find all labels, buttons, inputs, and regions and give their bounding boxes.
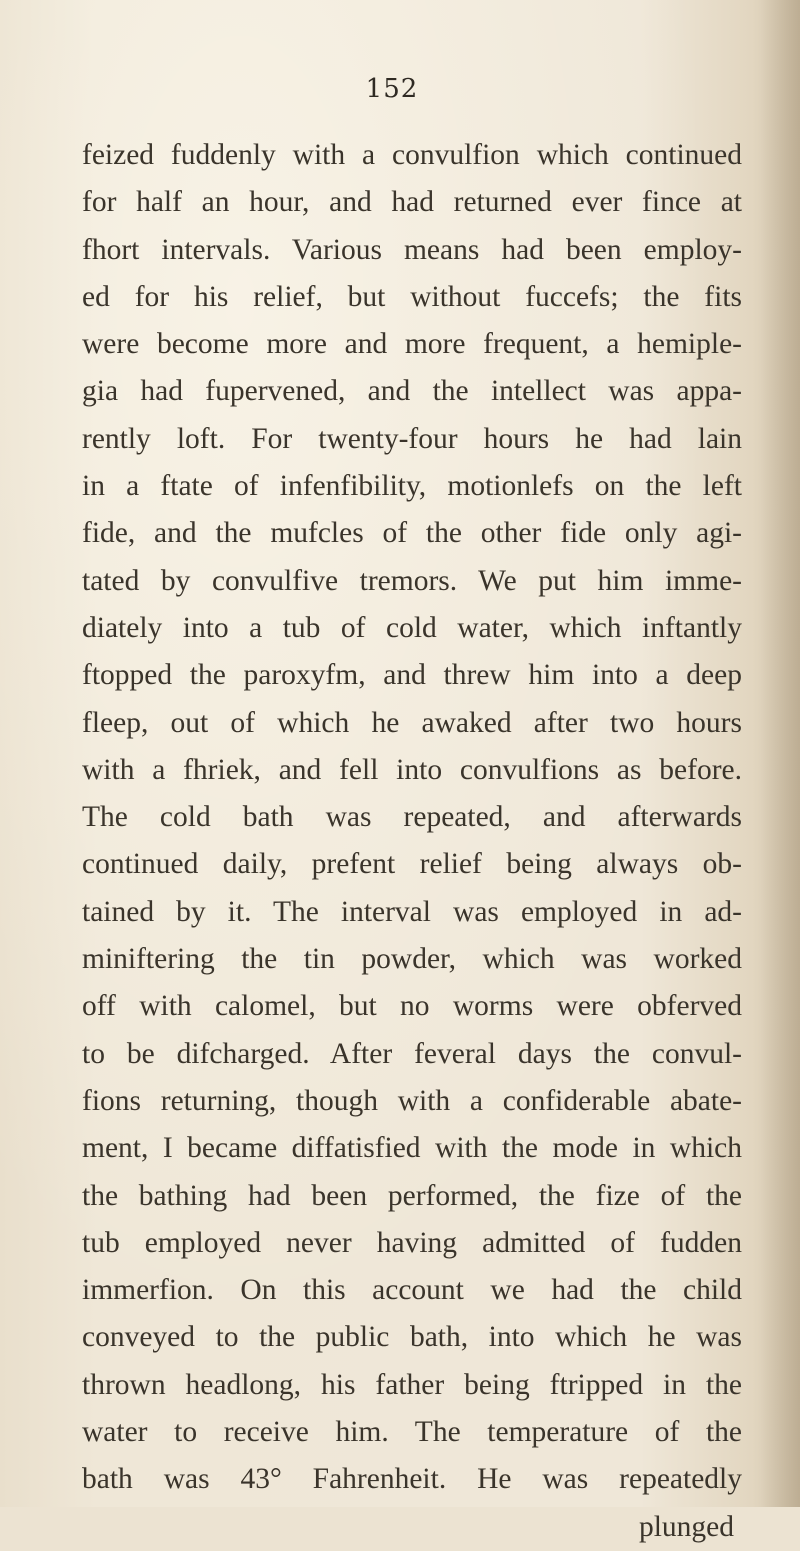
text-line: miniftering the tin powder, which was worked bbox=[82, 943, 742, 976]
page-number: 152 bbox=[365, 74, 419, 104]
text-line: feized fuddenly with a convulfion which continued bbox=[82, 139, 742, 171]
text-line: gia had fupervened, and the intellect was appa- bbox=[82, 375, 742, 408]
text-line: ed for his relief, but without fuccefs; the fits bbox=[82, 280, 742, 313]
text-line: in a ftate of infenfibility, motionlefs on the left bbox=[82, 470, 742, 503]
text-line: bath was 43° Fahrenheit. He was repeatedly bbox=[82, 1463, 742, 1496]
text-line: diately into a tub of cold water, which inftantly bbox=[82, 611, 742, 644]
text-line: immerfion. On this account we had the child bbox=[82, 1274, 742, 1307]
text-line: for half an hour, and had returned ever fince at bbox=[82, 186, 742, 219]
text-line: thrown headlong, his father being ftripped in the bbox=[82, 1368, 742, 1401]
text-line: the bathing had been performed, the fize of the bbox=[82, 1179, 742, 1212]
text-line: with a fhriek, and fell into convulfions as before. bbox=[82, 753, 742, 786]
text-line: ftopped the paroxyfm, and threw him into a deep bbox=[82, 659, 742, 692]
text-line: rently loft. For twenty-four hours he had lain bbox=[82, 422, 742, 455]
text-line: tub employed never having admitted of fudden bbox=[82, 1226, 742, 1259]
text-line: tated by convulfive tremors. We put him imme- bbox=[82, 564, 742, 597]
text-line: fleep, out of which he awaked after two hours bbox=[82, 706, 742, 739]
text-line: were become more and more frequent, a hemiple- bbox=[82, 328, 742, 361]
text-line: The cold bath was repeated, and afterwards bbox=[82, 801, 742, 834]
text-line: fide, and the mufcles of the other fide only agi- bbox=[82, 517, 742, 550]
text-line: to be difcharged. After feveral days the convul- bbox=[82, 1037, 742, 1070]
text-line: continued daily, prefent relief being always ob- bbox=[82, 848, 742, 881]
text-line: conveyed to the public bath, into which he was bbox=[82, 1321, 742, 1354]
text-line: ment, I became diffatisfied with the mode in which bbox=[82, 1132, 742, 1165]
text-line: fhort intervals. Various means had been employ- bbox=[82, 233, 742, 266]
text-line: tained by it. The interval was employed in ad- bbox=[82, 895, 742, 928]
text-line: water to receive him. The temperature of the bbox=[82, 1416, 742, 1449]
catchword: plunged bbox=[638, 1510, 734, 1543]
text-line: off with calomel, but no worms were obferved bbox=[82, 990, 742, 1023]
body-text bbox=[82, 132, 742, 1551]
text-line: fions returning, though with a confiderable abate- bbox=[82, 1084, 742, 1117]
page-edge-shadow bbox=[760, 0, 800, 1507]
